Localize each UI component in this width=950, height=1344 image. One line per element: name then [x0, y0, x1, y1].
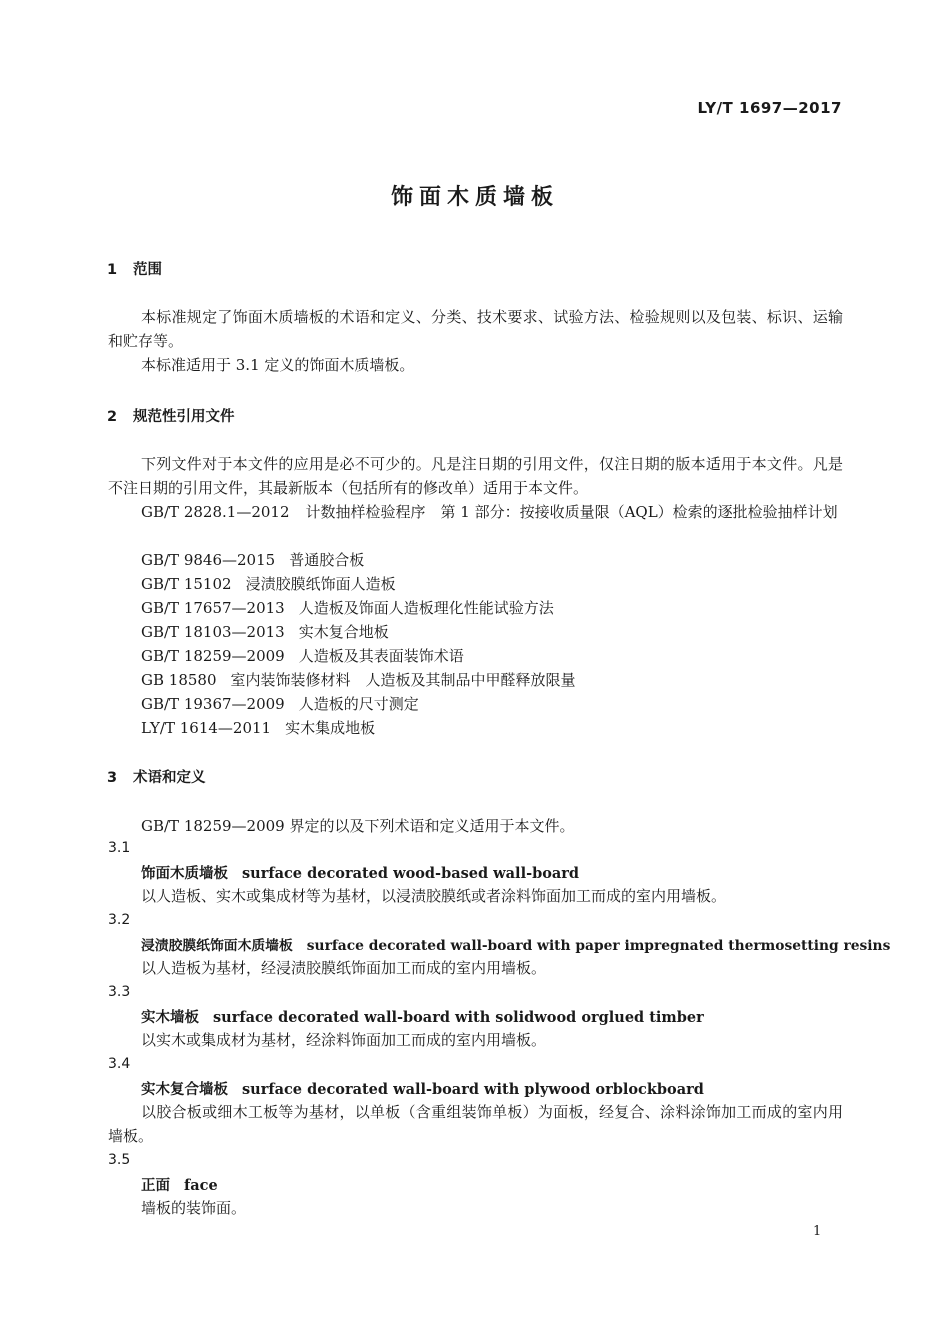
- reference-title: 人造板及饰面人造板理化性能试验方法: [298, 599, 554, 617]
- section-2-heading: [107, 405, 235, 426]
- section-title: 范围: [133, 262, 162, 278]
- section-2-intro: 下列文件对于本文件的应用是必不可少的。凡是注日期的引用文件，仅注日期的版本适用于本文件。凡是不注日期的引用文件，其最新版本（包括所有的修改单）适用于本文件。: [108, 455, 843, 497]
- section-3-heading: [107, 766, 206, 787]
- reference-title: 人造板的尺寸测定: [298, 695, 419, 713]
- term-zh: 实木墙板: [141, 1009, 199, 1026]
- section-title: 术语和定义: [133, 770, 206, 786]
- reference-item: [141, 668, 576, 692]
- term-zh: 浸渍胶膜纸饰面木质墙板: [141, 938, 293, 954]
- reference-title: 普通胶合板: [289, 551, 365, 569]
- reference-code: GB/T 2828.1—2012: [141, 503, 290, 521]
- reference-title: 室内装饰装修材料 人造板及其制品中甲醛释放限量: [230, 671, 576, 689]
- reference-item: [141, 548, 364, 572]
- reference-title: 浸渍胶膜纸饰面人造板: [245, 575, 396, 593]
- reference-code: GB/T 18103—2013: [141, 623, 285, 641]
- reference-item: [141, 572, 396, 596]
- reference-title: 计数抽样检验程序 第 1 部分：按接收质量限（AQL）检索的逐批检验抽样计划: [305, 503, 838, 521]
- document-title: 饰面木质墙板: [390, 185, 559, 210]
- term-en: surface decorated wall-board with paper impregnated thermosetting resins: [306, 938, 891, 954]
- term-heading: [141, 862, 579, 883]
- term-heading: [141, 1078, 704, 1099]
- term-definition: 墙板的装饰面。: [141, 1199, 247, 1217]
- term-definition: 以人造板为基材，经浸渍胶膜纸饰面加工而成的室内用墙板。: [141, 959, 547, 977]
- term-zh: 饰面木质墙板: [141, 865, 228, 882]
- section-number: 2: [107, 409, 118, 425]
- section-1-paragraph: 本标准适用于 3.1 定义的饰面木质墙板。: [141, 356, 415, 374]
- section-1-paragraph: 本标准规定了饰面木质墙板的术语和定义、分类、技术要求、试验方法、检验规则以及包装、标识、运输和贮存等。: [108, 308, 843, 350]
- section-3-intro: GB/T 18259—2009 界定的以及下列术语和定义适用于本文件。: [141, 817, 575, 835]
- reference-title: 实木集成地板: [285, 719, 376, 737]
- reference-title: 人造板及其表面装饰术语: [298, 647, 464, 665]
- term-heading: [141, 934, 890, 954]
- term-number: 3.3: [108, 984, 131, 1000]
- reference-item: [108, 500, 843, 524]
- term-number: 3.5: [108, 1152, 131, 1168]
- reference-code: GB/T 17657—2013: [141, 599, 285, 617]
- reference-item: [141, 692, 419, 716]
- standard-code: LY/T 1697—2017: [697, 99, 842, 117]
- term-definition: 以人造板、实木或集成材等为基材，以浸渍胶膜纸或者涂料饰面加工而成的室内用墙板。: [141, 887, 727, 905]
- term-heading: [141, 1006, 704, 1027]
- term-en: surface decorated wood-based wall-board: [242, 865, 580, 882]
- term-en: surface decorated wall-board with plywood orblockboard: [242, 1081, 704, 1098]
- reference-code: GB/T 18259—2009: [141, 647, 285, 665]
- reference-item: [141, 620, 389, 644]
- page-number: 1: [813, 1224, 822, 1239]
- reference-code: GB/T 19367—2009: [141, 695, 285, 713]
- term-zh: 实木复合墙板: [141, 1081, 228, 1098]
- reference-title: 实木复合地板: [298, 623, 389, 641]
- term-number: 3.4: [108, 1056, 131, 1072]
- section-title: 规范性引用文件: [133, 409, 235, 425]
- term-en: surface decorated wall-board with solidwood orglued timber: [213, 1009, 704, 1026]
- term-number: 3.2: [108, 912, 131, 928]
- term-definition: 以胶合板或细木工板等为基材，以单板（含重组装饰单板）为面板，经复合、涂料涂饰加工而成的室内用墙板。: [108, 1103, 843, 1145]
- term-heading: [141, 1174, 218, 1195]
- section-number: 1: [107, 262, 118, 278]
- term-en: face: [184, 1177, 218, 1194]
- section-number: 3: [107, 770, 118, 786]
- term-number: 3.1: [108, 840, 131, 856]
- reference-code: GB/T 9846—2015: [141, 551, 276, 569]
- reference-item: [141, 716, 375, 740]
- reference-item: [141, 596, 554, 620]
- term-zh: 正面: [141, 1177, 170, 1194]
- reference-code: GB/T 15102: [141, 575, 232, 593]
- term-definition: 以实木或集成材为基材，经涂料饰面加工而成的室内用墙板。: [141, 1031, 547, 1049]
- section-1-heading: [107, 258, 162, 279]
- reference-code: GB 18580: [141, 671, 217, 689]
- reference-item: [141, 644, 464, 668]
- reference-code: LY/T 1614—2011: [141, 719, 272, 737]
